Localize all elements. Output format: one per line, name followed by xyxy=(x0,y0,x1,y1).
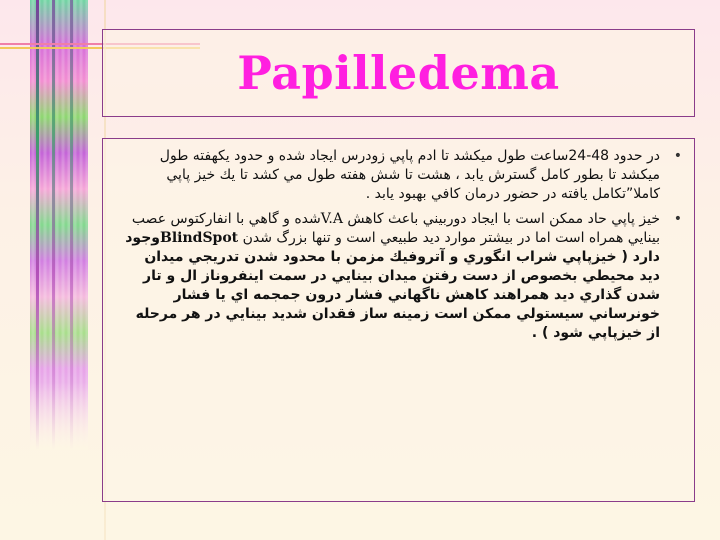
bullet-item xyxy=(123,210,684,343)
decorative-stripe xyxy=(70,0,73,450)
bullet-dot-icon: • xyxy=(673,211,682,227)
decorative-stripe xyxy=(52,0,55,450)
slide-title: Papilledema xyxy=(237,46,560,100)
bullet-text-part: شده و گاهي با انفاركتوس عصب بينايي همراه است اما در بيشتر موارد ديد طبيعي است و تنها بزرگ شدن xyxy=(131,211,660,246)
bullet-text: در حدود 48-24ساعت طول ميكشد تا ادم پاپي زودرس ايجاد شده و حدود يكهفته طول ميكشد تا بطور كامل گسترش يابد ، هشت تا شش هفته طول مي كشد تا يك خيز پاپي كاملا”تكامل يافته در حضور درمان كافي بهبود يابد . xyxy=(159,148,660,202)
bullet-item xyxy=(123,147,684,204)
content-placeholder xyxy=(102,138,695,502)
bullet-dot-icon: • xyxy=(673,148,682,164)
bullet-text-part: خيز پاپي حاد ممكن است با ايجاد دوربيني باعث كاهش xyxy=(342,211,660,227)
blindspot-term: BlindSpot xyxy=(160,230,239,246)
va-term: V.A xyxy=(320,211,343,227)
bullet-text-bold: وجود دارد ( خيزپاپي شراب انگوري و آتروفيك مزمن با محدود شدن تدريجي ميدان ديد محيطي بخصوص از دست رفتن ميدان بينايي در سمت اينفروناز ال و تار شدن گذاري ديد همراهند كاهش ناگهاني فشار درون جمجمه اي يا فشار خونرساني سيستولي ممكن است زمينه ساز فقدان شديد بينايي در هر مرحله از خيزپاپي شود ) . xyxy=(125,230,660,341)
bullet-list xyxy=(123,147,684,343)
decorative-stripe xyxy=(36,0,39,450)
title-placeholder xyxy=(102,29,695,117)
